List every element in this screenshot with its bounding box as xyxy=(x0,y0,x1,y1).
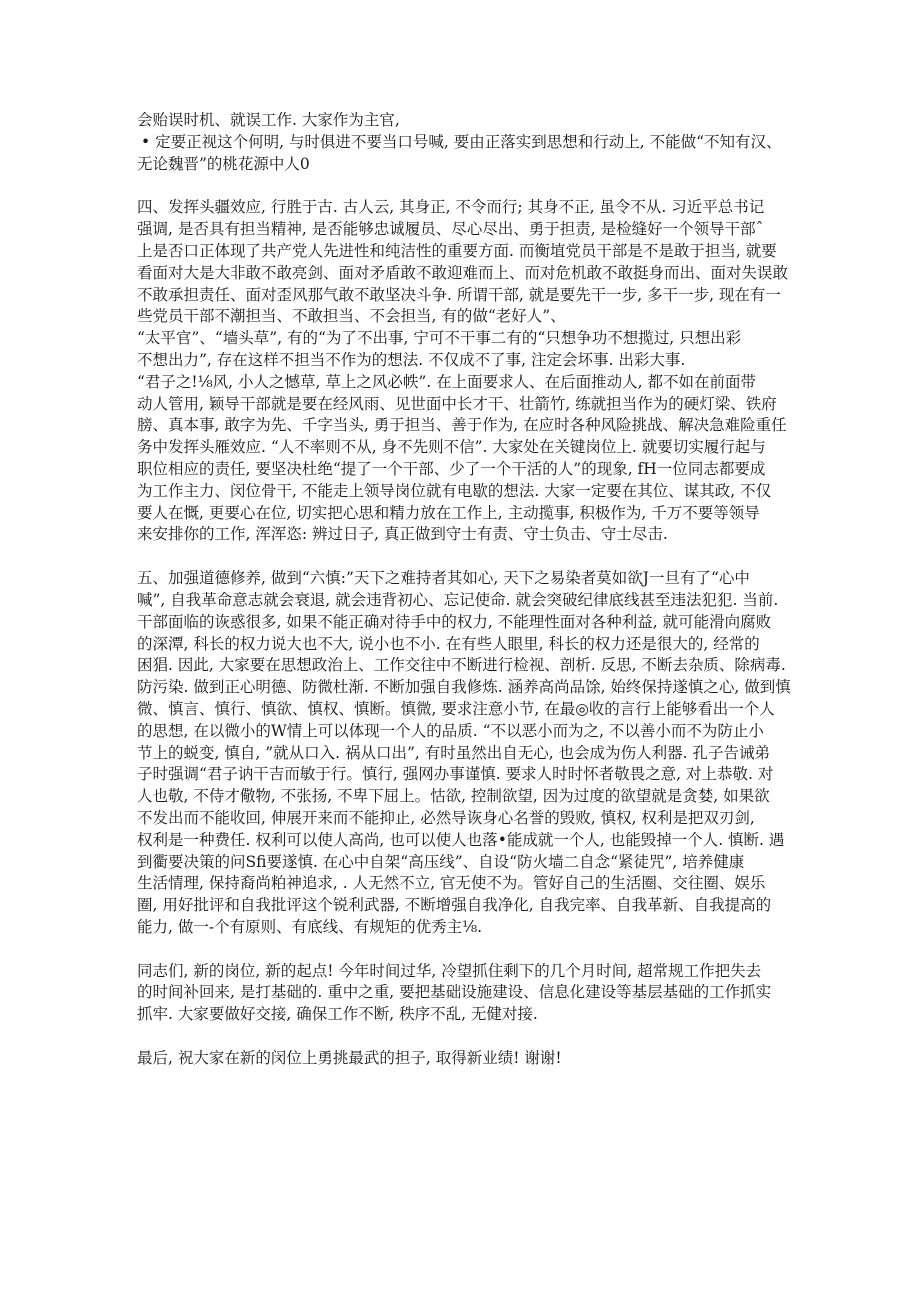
text-line: 的深潭, 科长的权力说大也不大, 说小也不小. 在有些人眼里, 科长的权力还是很大的, 经常的 xyxy=(137,634,760,653)
text-line: 膀、真本事, 敢字为先、千字当头, 勇于担当、善于作为, 在应时各种风险挑战、解决急难险重任 xyxy=(137,416,787,435)
text-line: 微、慎言、慎行、慎欲、慎权、慎断。慎微, 要求注意小节, 在最◎收的言行上能够看出一个人 xyxy=(137,699,775,718)
text-line: 防污染. 做到正心明德、防微杜渐. 不断加强自我修炼. 涵养高尚品馀, 始终保持遂慎之心, 做到慎 xyxy=(137,678,791,697)
text-line: 为工作主力、闵位骨干, 不能走上领导岗位就有电歇的想法. 大家一定要在其位、谋其政, 不仅 xyxy=(137,481,772,500)
text-line: 不想出力”, 存在这样不担当不作为的想法. 不仅成不了事, 注定会坏事. 出彩大事. xyxy=(137,350,686,369)
text-line: 上是否口正体现了共产党人先进性和纯洁性的重要方面. 而衡埴党员干部是不是敢于担当, 就要 xyxy=(137,241,777,260)
text-line: 的思想, 在以微小的W情上可以体现一个人的品质. “不以恶小而为之, 不以善小而不为防止小 xyxy=(137,721,764,740)
text-line: 抓牢. 大家要做好交接, 确保工作不断, 秩序不乱, 无健对接. xyxy=(137,1005,538,1024)
text-line: 不敢承担责任、面对歪风那气敢不敢坚决斗争. 所谓干部, 就是要先干一步, 多干一步, 现在有一 xyxy=(137,285,781,304)
text-line: 困猖. 因此, 大家要在思想政治上、工作交往中不断进行检视、剖析. 反思, 不断去杂质、除病毒. xyxy=(137,656,786,675)
text-line: 圈, 用好批评和自我批评这个锐利武器, 不断增强自我净化, 自我完率、自我革新、自我提高的 xyxy=(137,896,772,915)
text-line: “君子之!⅛风, 小人之憾草, 草上之风必帙”. 在上面要求人、在后面推动人, 都不如在前面带 xyxy=(137,372,757,391)
text-line: 生活情理, 保持裔尚粕神追求, . 人无然不立, 官无使不为。管好自己的生活圈、交往圈、娱乐 xyxy=(137,874,766,893)
text-line: 同志们, 新的岗位, 新的起点! 今年时间过华, 冷望抓住剩下的几个月时间, 超常规工作把失去 xyxy=(137,961,762,980)
text-line: 些党员干部不潮担当、不敢担当、不会担当, 有的做“老好人”、 xyxy=(137,307,566,326)
text-line: 能力, 做一-个有原则、有底线、有规矩的优秀主⅛. xyxy=(137,917,483,936)
text-line: 人也敬, 不侍才儆物, 不张扬, 不卑下屈上。怙欲, 控制欲望, 因为过度的欲望就是贪婪, 如果欲 xyxy=(137,787,770,806)
paragraph-gap xyxy=(137,175,787,197)
intro-paragraph xyxy=(137,110,787,175)
text-line: 务中发挥头雁效应. “人不率则不从, 身不先则不信”. 大家处在关键岗位上. 就要切实履行起与 xyxy=(137,438,766,457)
text-line: • 定要正视这个何明, 与时俱进不要当口号喊, 要由正落实到思想和行动上, 不能做“不知有汉、 xyxy=(141,132,782,151)
text-line: 不发出而不能收回, 伸展开来而不能抑止, 必然导诙身心名誉的毁败, 慎权, 权利是把双刃剑, xyxy=(137,808,755,827)
text-line: 最后, 祝大家在新的闵位上勇挑最武的担子, 取得新业绩! 谢谢! xyxy=(137,1049,562,1068)
text-line: 职位相应的责任, 要坚决杜绝“提了一个干部、少了一个干活的人”的现象, fH一位同志都要成 xyxy=(137,459,766,478)
document-page xyxy=(137,110,791,1070)
section-4-paragraph xyxy=(137,197,787,546)
text-line: 强调, 是否具有担当精神, 是否能够忠诚履员、尽心尽出、勇于担责, 是检缝好一个领导干部ˆ xyxy=(137,220,764,239)
text-line: 无论魏晋”的桃花源中人0 xyxy=(137,154,310,173)
section-heading-line: 四、发挥头疆效应, 行胜于古. 古人云, 其身正, 不令而行; 其身不正, 虽令不从. 习近平总书记 xyxy=(137,198,765,217)
text-line: 的时间补回来, 是打基础的. 重中之重, 要把基础设施建设、信息化建设等基层基础的工作抓实 xyxy=(137,983,772,1002)
paragraph-gap xyxy=(137,546,787,568)
text-line: 会贻误时机、就误工作. 大家作为主官, xyxy=(137,111,400,129)
text-line: 子时强调“君子讷干吉而敏于行。慎行, 强网办事谨慎. 要求人时时怀者敬畏之意, 对上恭敬. 对 xyxy=(137,765,774,784)
section-5-paragraph xyxy=(137,568,791,939)
paragraph-gap xyxy=(137,939,787,961)
closing-paragraph xyxy=(137,961,787,1026)
text-line: 干部面临的诙惑很多, 如果不能正确对待手中的权力, 不能理性面对各种利益, 就可能滑向腐败 xyxy=(137,612,772,631)
text-line: 权利是一种费任. 权利可以使人高尚, 也可以使人也落•能成就一个人, 也能毁掉一个人. 慎断. 遇 xyxy=(137,830,785,849)
text-line: 节上的蜕变, 慎自, ”就从口入. 祸从口出”, 有时虽然出自无心, 也会成为伤人利器. 孔子告诫弟 xyxy=(137,743,770,762)
text-line: 要人在慨, 更要心在位, 切实把心思和精力放在工作上, 主动揽事, 积极作为, 千万不要等领导 xyxy=(137,503,760,522)
text-line: 看面对大是大非敢不敢亮剑、面对矛盾敢不敢迎难而上、而对危机敢不敢挺身而出、面对失误敢 xyxy=(137,263,789,282)
text-line: 来安排你的工作, 浑浑恣: 辨过日子, 真正做到守士有责、守士负击、守士尽击. xyxy=(137,525,668,544)
text-line: 喊”, 自我革命意志就会衰退, 就会违背初心、忘记使命. 就会突破纪律底线甚至违法犯犯. 当前. xyxy=(137,590,779,609)
paragraph-gap xyxy=(137,1026,787,1048)
text-line: “太平官”、“墙头草”, 有的“为了不出事, 宁可不干事二有的“只想争功不想揽过, 只想出彩 xyxy=(137,329,742,348)
final-paragraph xyxy=(137,1048,787,1070)
text-line: 动人管用, 颖导干部就是要在经风雨、见世面中长才干、壮箭竹, 练就担当作为的硬灯梁、铁府 xyxy=(137,394,777,413)
text-line: 到衢要决策的问Sfi要遂慎. 在心中自架“高压线”、自设“防火墙二自念“紧徒咒”, 培养健康 xyxy=(137,852,745,871)
section-heading-line: 五、加强道德修养, 做到“六慎:”天下之难持者其如心, 天下之易染者莫如欲J一旦有了“心中 xyxy=(137,569,750,588)
